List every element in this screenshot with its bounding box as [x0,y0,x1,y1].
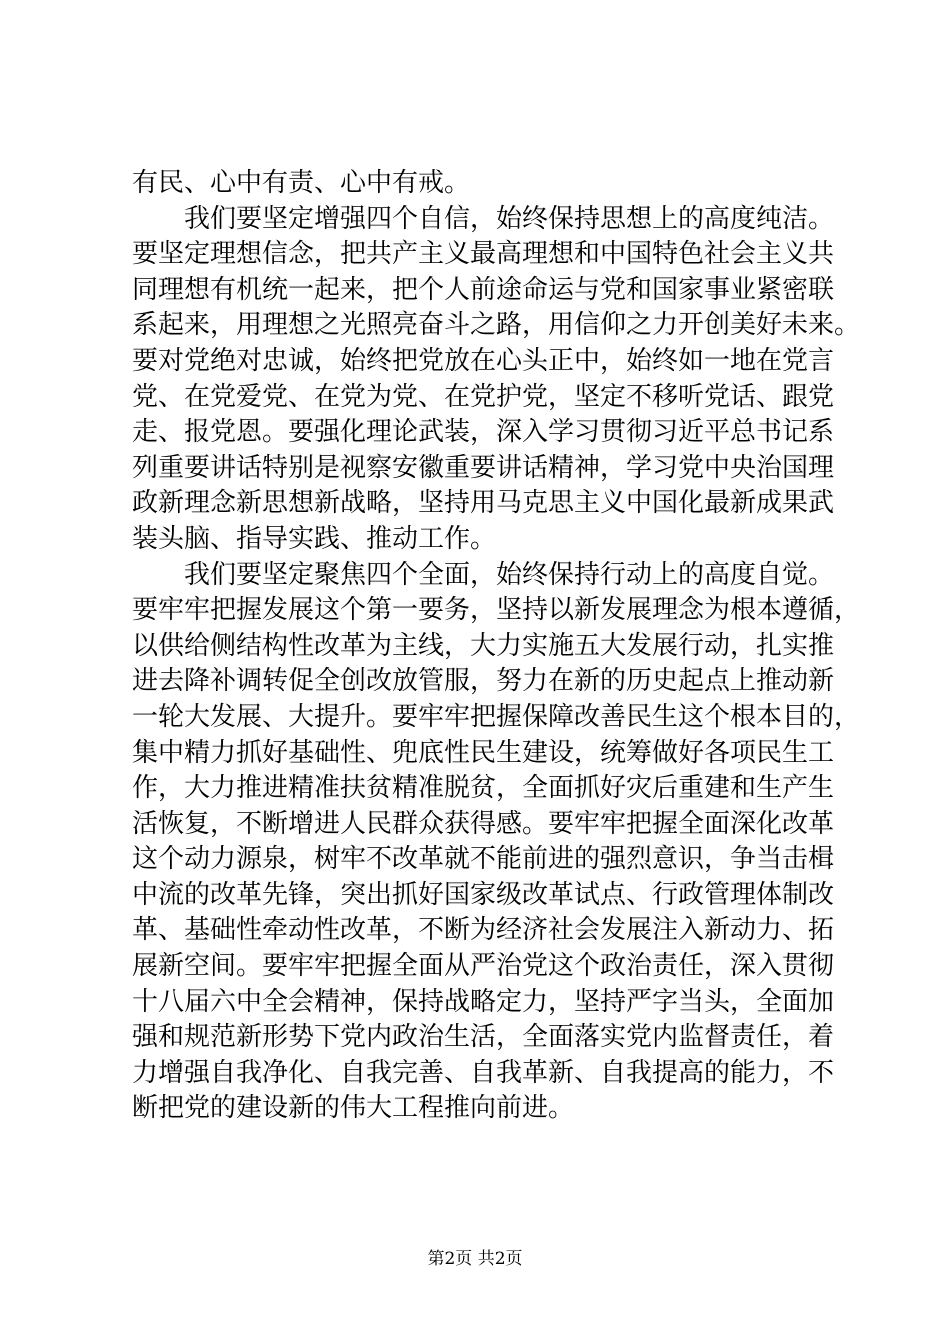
page-number-footer: 第2页 共2页 [427,1249,523,1269]
text-line: 走、报党恩。要强化理论武装，深入学习贯彻习近平总书记系 [132,417,835,448]
text-line: 断把党的建设新的伟大工程推向前进。 [132,1093,575,1124]
text-line: 政新理念新思想新战略，坚持用马克思主义中国化最新成果武 [132,488,835,519]
text-line: 同理想有机统一起来，把个人前途命运与党和国家事业紧密联 [132,274,835,305]
text-line: 要牢牢把握发展这个第一要务，坚持以新发展理念为根本遵循， [132,595,861,626]
text-line: 系起来，用理想之光照亮奋斗之路，用信仰之力开创美好未来。 [132,310,861,341]
text-line: 列重要讲话特别是视察安徽重要讲话精神，学习党中央治国理 [132,452,835,483]
text-line: 这个动力源泉，树牢不改革就不能前进的强烈意识，争当击楫 [132,844,835,875]
text-line: 装头脑、指导实践、推动工作。 [132,523,497,554]
text-line: 我们要坚定增强四个自信，始终保持思想上的高度纯洁。 [184,203,835,234]
text-line: 我们要坚定聚焦四个全面，始终保持行动上的高度自觉。 [184,559,835,590]
text-line: 要坚定理想信念，把共产主义最高理想和中国特色社会主义共 [132,239,835,270]
text-line: 党、在党爱党、在党为党、在党护党，坚定不移听党话、跟党 [132,381,835,412]
text-line: 十八届六中全会精神，保持战略定力，坚持严字当头，全面加 [132,986,835,1017]
text-line: 作，大力推进精准扶贫精准脱贫，全面抓好灾后重建和生产生 [132,773,835,804]
text-line: 活恢复，不断增进人民群众获得感。要牢牢把握全面深化改革 [132,808,835,839]
text-line: 要对党绝对忠诚，始终把党放在心头正中，始终如一地在党言 [132,345,835,376]
text-line: 以供给侧结构性改革为主线，大力实施五大发展行动，扎实推 [132,630,835,661]
text-line: 中流的改革先锋，突出抓好国家级改革试点、行政管理体制改 [132,879,835,910]
text-line: 有民、心中有责、心中有戒。 [132,168,471,198]
text-line: 力增强自我净化、自我完善、自我革新、自我提高的能力，不 [132,1057,835,1088]
text-line: 一轮大发展、大提升。要牢牢把握保障改善民生这个根本目的， [132,701,861,732]
text-line: 革、基础性牵动性改革，不断为经济社会发展注入新动力、拓 [132,915,835,946]
document-body [132,166,861,1127]
text-line: 强和规范新形势下党内政治生活，全面落实党内监督责任，着 [132,1022,835,1053]
text-line: 集中精力抓好基础性、兜底性民生建设，统筹做好各项民生工 [132,737,835,768]
text-line: 展新空间。要牢牢把握全面从严治党这个政治责任，深入贯彻 [132,951,835,982]
text-line: 进去降补调转促全创改放管服，努力在新的历史起点上推动新 [132,666,835,697]
